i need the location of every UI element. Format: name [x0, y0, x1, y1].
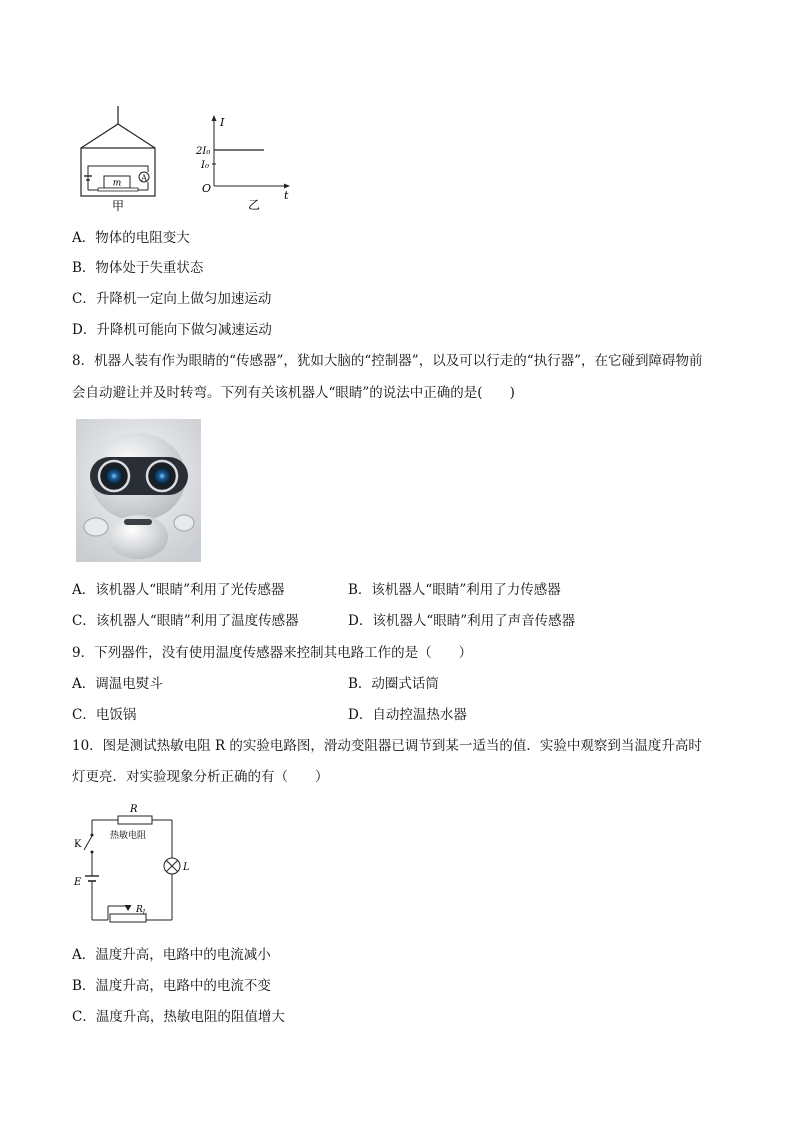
- q8-stem-line1: 8．机器人装有作为眼睛的“传感器”，犹如大脑的“控制器”，以及可以行走的“执行器”，在它碰到障碍物前: [72, 353, 703, 369]
- q9-option-d: D．自动控温热水器: [348, 707, 467, 723]
- axis-t-label: t: [284, 189, 289, 202]
- figure-label-jia: 甲: [111, 199, 125, 213]
- lamp-l-label: L: [183, 862, 190, 873]
- circuit-diagram: [70, 798, 200, 930]
- robot-image: [76, 419, 201, 562]
- q8-option-c: C．该机器人“眼睛”利用了温度传感器: [72, 613, 299, 629]
- rheostat-label: $R_L$: [136, 905, 147, 916]
- q8-option-d: D．该机器人“眼睛”利用了声音传感器: [348, 613, 576, 629]
- q10-stem-line2: 灯更亮．对实验现象分析正确的有（ ）: [72, 769, 329, 785]
- figure-current-graph: [196, 112, 296, 214]
- switch-k-label: K: [74, 839, 82, 850]
- origin-label: O: [202, 182, 212, 195]
- q9-stem: 9．下列器件，没有使用温度传感器来控制其电路工作的是（ ）: [72, 645, 473, 661]
- mass-label: m: [112, 178, 122, 189]
- q8-option-b: B．该机器人“眼睛”利用了力传感器: [348, 582, 561, 598]
- q10-option-b: B．温度升高，电路中的电流不变: [72, 978, 271, 994]
- q7-option-d: D．升降机可能向下做匀减速运动: [72, 322, 272, 338]
- q7-option-a: A．物体的电阻变大: [72, 230, 190, 246]
- tick-2i0: 2I₀: [196, 146, 211, 157]
- tick-i0: I₀: [201, 160, 209, 171]
- ammeter-label: A: [141, 173, 147, 183]
- thermistor-label: 热敏电阻: [110, 831, 147, 841]
- q9-option-b: B．动圈式话筒: [348, 676, 439, 692]
- battery-e-label: E: [74, 877, 82, 888]
- q7-option-c: C．升降机一定向上做匀加速运动: [72, 291, 272, 307]
- q8-stem-line2: 会自动避让并及时转弯。下列有关该机器人“眼睛”的说法中正确的是( ): [72, 385, 515, 401]
- q9-option-c: C．电饭锅: [72, 707, 137, 723]
- q10-option-a: A．温度升高，电路中的电流减小: [72, 947, 271, 963]
- q10-option-c: C．温度升高，热敏电阻的阻值增大: [72, 1009, 285, 1025]
- q7-option-b: B．物体处于失重状态: [72, 260, 204, 276]
- circuit-r-label: R: [130, 804, 138, 815]
- axis-i-label: I: [220, 116, 225, 129]
- figure-elevator: [76, 104, 166, 214]
- figure-label-yi: 乙: [247, 198, 261, 212]
- q8-option-a: A．该机器人“眼睛”利用了光传感器: [72, 582, 285, 598]
- q10-stem-line1: 10．图是测试热敏电阻 R 的实验电路图，滑动变阻器已调节到某一适当的值．实验中观察到当温度升高时: [72, 738, 702, 754]
- q9-option-a: A．调温电熨斗: [72, 676, 163, 692]
